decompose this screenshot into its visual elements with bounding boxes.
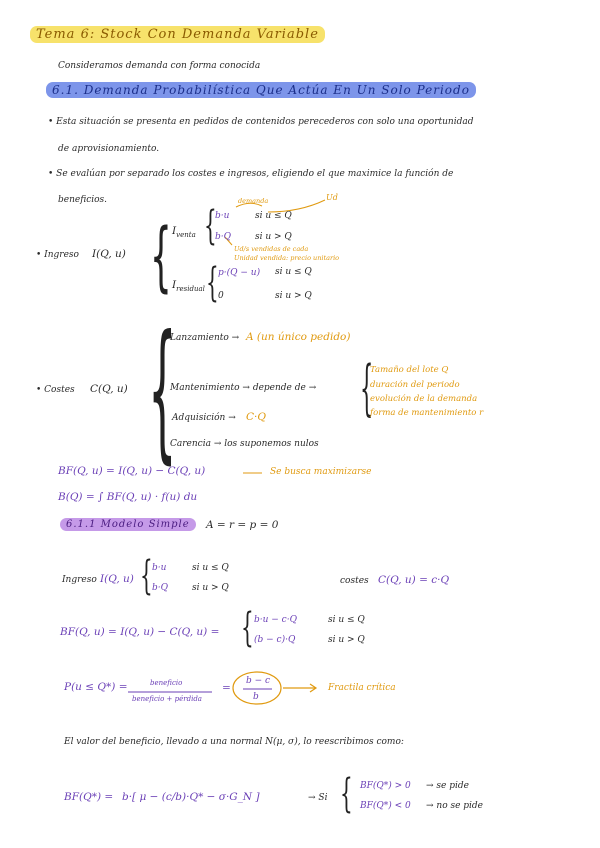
residual-row-2-cond: si u > Q — [275, 291, 312, 301]
venta-row-2-cond: si u > Q — [255, 232, 292, 242]
final-expr: b·[ μ − (c/b)·Q* − σ·G_N ] — [122, 791, 260, 803]
costes-brace: { — [148, 304, 177, 478]
section-heading-6-1: 6.1. Demanda Probabilística Que Actúa En Un Solo Periodo — [46, 84, 476, 96]
lanzamiento-label: Lanzamiento → — [170, 333, 240, 343]
venta-brace: { — [204, 203, 217, 249]
note-unidad: Unidad vendida: precio unitario — [234, 254, 340, 262]
final-si: → Si — [308, 793, 328, 803]
ingreso2-row-1-val: b·u — [152, 563, 167, 573]
final-lhs: BF(Q*) = — [64, 791, 114, 803]
normal-line: El valor del beneficio, llevado a una normal N(μ, σ), lo reescribimos como: — [64, 737, 404, 747]
venta-row-1-val: b·u — [215, 211, 230, 221]
lanzamiento-value: A (un único pedido) — [246, 331, 351, 343]
bf-definition: BF(Q, u) = I(Q, u) − C(Q, u) — [58, 465, 206, 477]
final-row-2-cond: BF(Q*) < 0 — [360, 801, 411, 811]
bf2-lhs: BF(Q, u) = I(Q, u) − C(Q, u) = — [60, 626, 220, 638]
ingreso-brace: { — [150, 211, 172, 300]
mantenimiento-label: Mantenimiento → depende de → — [170, 383, 317, 393]
ingreso2-label: Ingreso — [62, 575, 97, 585]
adquisicion-label: Adquisición → — [172, 413, 236, 423]
bullet-1-line-1: • Esta situación se presenta en pedidos de contenidos perecederos con solo una oportunidad — [48, 117, 474, 127]
venta-row-1-cond: si u ≤ Q — [255, 211, 292, 221]
ingreso-label: • Ingreso — [36, 250, 79, 260]
bullet-1-line-2: de aprovisionamiento. — [58, 144, 160, 154]
assumption: A = r = p = 0 — [206, 519, 279, 531]
note-ud: Ud — [326, 193, 338, 202]
costes-func: C(Q, u) — [90, 383, 128, 395]
note-vendidas: Ud/s vendidas de cada — [234, 245, 309, 253]
prob-lhs: P(u ≤ Q*) = — [64, 681, 128, 693]
bf2-brace: { — [241, 605, 254, 651]
final-brace: { — [340, 771, 353, 817]
prob-frac-num: b − c — [246, 676, 271, 686]
residual-row-1-val: p·(Q − u) — [218, 268, 261, 278]
prob-denominator: beneficio + pérdida — [132, 695, 202, 703]
ingreso-venta: $I_{venta}$ — [172, 225, 196, 240]
venta-row-2-val: b·Q — [215, 232, 232, 242]
section-heading-6-1-1: 6.1.1 Modelo Simple — [60, 520, 196, 530]
bf2-row-1-cond: si u ≤ Q — [328, 615, 365, 625]
costes-label: • Costes — [36, 385, 75, 395]
bullet-2-line-1: • Se evalúan por separado los costes e ingresos, eligiendo el que maximice la función de — [48, 169, 454, 179]
costes2-label: costes — [340, 576, 369, 586]
ingreso2-row-2-val: b·Q — [152, 583, 169, 593]
bf2-row-2-val: (b − c)·Q — [254, 635, 296, 645]
bf2-row-2-cond: si u > Q — [328, 635, 365, 645]
ingreso2-brace: { — [140, 553, 153, 599]
bq-definition: B(Q) = ∫ BF(Q, u) · f(u) du — [58, 491, 198, 503]
bf2-row-1-val: b·u − c·Q — [254, 615, 297, 625]
bullet-2-line-2: beneficios. — [58, 195, 108, 205]
mant-item-3: evolución de la demanda — [370, 394, 478, 404]
mantenimiento-brace: { — [360, 353, 374, 423]
prob-numerator: beneficio — [150, 679, 183, 687]
ingreso-func: I(Q, u) — [92, 248, 126, 260]
mant-item-4: forma de mantenimiento r — [370, 408, 484, 418]
ingreso2-row-2-cond: si u > Q — [192, 583, 229, 593]
final-row-2-result: → no se pide — [426, 801, 484, 811]
prob-equals: = — [222, 682, 231, 694]
bf-note: Se busca maximizarse — [270, 467, 372, 477]
intro-text: Consideramos demanda con forma conocida — [58, 61, 261, 71]
note-demanda: demanda — [238, 197, 269, 205]
residual-row-2-val: 0 — [218, 291, 224, 301]
mant-item-2: duración del periodo — [370, 380, 460, 390]
final-row-1-result: → se pide — [426, 781, 469, 791]
residual-row-1-cond: si u ≤ Q — [275, 267, 312, 277]
prob-note: Fractila crítica — [328, 683, 396, 693]
ingreso2-func: I(Q, u) — [100, 573, 134, 585]
mant-item-1: Tamaño del lote Q — [370, 365, 449, 375]
adquisicion-value: C·Q — [246, 411, 266, 423]
ingreso2-row-1-cond: si u ≤ Q — [192, 563, 229, 573]
residual-brace: { — [206, 260, 219, 306]
costes2-equation: C(Q, u) = c·Q — [378, 574, 450, 586]
carencia-label: Carencia → los suponemos nulos — [170, 439, 319, 449]
prob-frac-den: b — [253, 692, 259, 702]
final-row-1-cond: BF(Q*) > 0 — [360, 781, 411, 791]
page-title: Tema 6: Stock Con Demanda Variable — [30, 28, 325, 41]
ingreso-residual: $I_{residual}$ — [172, 279, 205, 294]
